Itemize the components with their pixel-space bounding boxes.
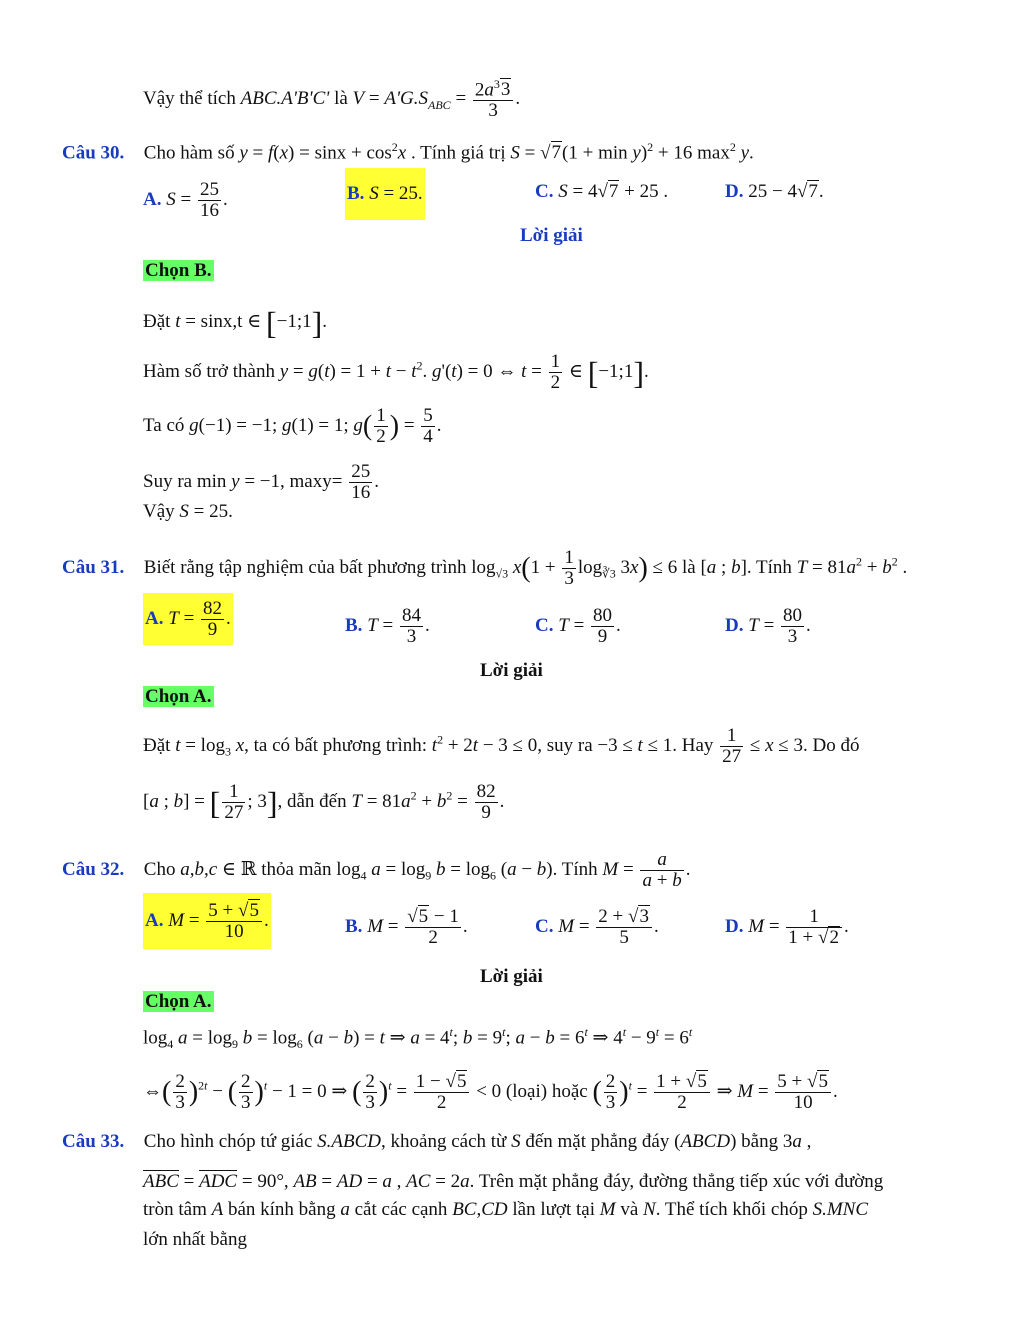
q30-option-d[interactable]: D. 25 − 4√7. (725, 181, 824, 202)
q31-option-c[interactable]: C. T = $\frac{80}{9}$ . (535, 605, 621, 647)
q32-answer-badge: Chọn A. (145, 991, 212, 1012)
q31-option-b[interactable]: B. T = $\frac{84}{3}$ . (345, 605, 430, 647)
q32-option-d[interactable]: D. M = $\frac{1}{1 + √2}$ . (725, 906, 849, 948)
q33-stem-line-2: ABC = ADC = 90°, AB = AD = a , AC = 2a. Trên mặt phẳng đáy, đường thẳng tiếp xúc với đường (143, 1171, 884, 1192)
q30-stem-text: Cho hàm số (143, 142, 235, 164)
q30-option-b[interactable]: B. S = 25. (345, 168, 425, 220)
q31-sol-line-1: Đặt $t = \log_3 x$, ta có bất phương trình: $t^2 + 2t - 3 \le 0$, suy ra −3 ≤ t ≤ 1. Hay $\frac{1}{27}$ ≤ x ≤ 3. Do đó (143, 725, 860, 767)
q32-solution-title: Lời giải (480, 966, 543, 987)
q32-stem: Câu 32. Cho a,b,c ∈ ℝ thỏa mãn $\log_4 a = \log_9 b = \log_6 (a - b)$. Tính M = $\frac{a}{a + b}$ . (62, 849, 691, 891)
intro-line: Vậy thể tích ABC.A'B'C' là $V = A'G.S_{ABC}$ = $\frac{2a^33}{3}$ . (143, 77, 521, 122)
q30-answer-badge: Chọn B. (145, 260, 212, 281)
q30-sol-line-2: Hàm số trở thành $y = g(t) = 1 + t - t^2$. g'(t) = 0 ⇔ t = $\frac{1}{2}$ ∈ [−1;1]. (143, 351, 649, 393)
q31-stem: Câu 31. Biết rằng tập nghiệm của bất phương trình $\log_{√3} x(1$ + $\frac{1}{3}$ $\log_{∛3} 3x) \le 6$ là [a ; b]. Tính $T = 81a^2 + b^2$ . (62, 547, 908, 589)
q32-sol-line-2: ⇔( $\frac{2}{3}$ )$^{2t}$ − ( $\frac{2}{3}$ )$^t$ − 1 = 0 ⇒ ( $\frac{2}{3}$ )$^t$ = $\frac{1 - √5}{2}$ < 0 (loại) hoặc ( $\frac{2}{3}$ )$^t$ = $\frac{1 + √5}{2}$ ⇒ M = $\frac{5 + √5}{10}$ . (143, 1071, 838, 1113)
q30-solution-title: Lời giải (520, 225, 583, 246)
q33-stem-line-3: tròn tâm A bán kính bằng a cắt các cạnh BC,CD lần lượt tại M và N. Thể tích khối chóp S.MNC (143, 1199, 869, 1220)
q30-sol-line-1: Đặt t = sinx,t ∈ [−1;1]. (143, 304, 328, 341)
volume-fraction: $\frac{2a^33}{3}$ (473, 78, 514, 121)
q33-stem-line-1: Câu 33. Cho hình chóp tứ giác S.ABCD, khoảng cách từ S đến mặt phẳng đáy (ABCD) bằng 3a , (62, 1131, 812, 1152)
q31-sol-line-2: [a ; b] = [ $\frac{1}{27}$ ; 3], dẫn đến $T = 81a^2 + b^2$ = $\frac{82}{9}$ . (143, 781, 505, 823)
q32-option-c[interactable]: C. M = $\frac{2 + √3}{5}$ . (535, 906, 659, 948)
q33-stem-line-4: lớn nhất bằng (143, 1229, 247, 1250)
q30-sol-line-3: Ta có g(−1) = −1; g(1) = 1; g( $\frac{1}{2}$ ) = $\frac{5}{4}$ . (143, 405, 442, 447)
q30-number: Câu 30. (62, 142, 125, 164)
q30-sol-line-5: Vậy S = 25. (143, 501, 233, 522)
q30-sol-line-4: Suy ra min y = −1, maxy= $\frac{25}{16}$ . (143, 461, 379, 503)
intro-text: Vậy thể tích (143, 87, 236, 109)
q30-option-a[interactable]: A. S = $\frac{25}{16}$ . (143, 179, 228, 221)
q31-option-a[interactable]: A. T = $\frac{82}{9}$ . (143, 593, 233, 645)
q30-option-c[interactable]: C. S = 4√7 + 25 . (535, 181, 669, 202)
q31-option-d[interactable]: D. T = $\frac{80}{3}$ . (725, 605, 811, 647)
q31-answer-badge: Chọn A. (145, 686, 212, 707)
q31-number: Câu 31. (62, 556, 125, 578)
q30-stem: Câu 30. Cho hàm số $y = f(x) = \sin x + \cos^2x$ . Tính giá trị $S = √7(1 + \min y)^2 + 16$ $\max^2 y$. (62, 140, 754, 164)
q32-option-a[interactable]: A. M = $\frac{5 + √5}{10}$ . (143, 893, 271, 949)
q32-number: Câu 32. (62, 858, 125, 880)
q30-stem-text-2: . Tính giá trị (410, 142, 506, 164)
q32-sol-line-1: $\log_4 a = \log_9 b = \log_6 (a - b) = t$ ⇒ $a = 4^t$; $b = 9^t$; $a - b = 6^t$ ⇒ $4^t - 9^t = 6^t$ (143, 1025, 693, 1052)
q33-number: Câu 33. (62, 1131, 125, 1152)
q32-option-b[interactable]: B. M = $\frac{√5 - 1}{2}$ . (345, 906, 468, 948)
q31-solution-title: Lời giải (480, 660, 543, 681)
